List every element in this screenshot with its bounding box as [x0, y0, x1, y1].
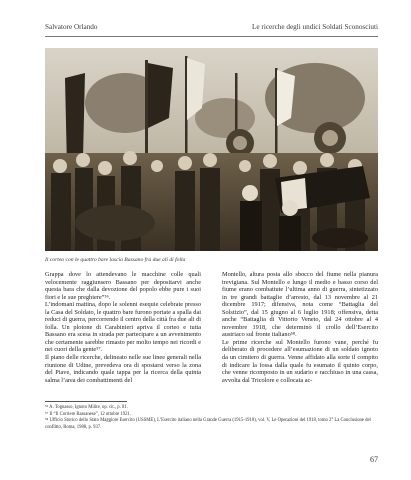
body-column-right — [222, 271, 378, 384]
procession-photo-image — [45, 48, 378, 251]
footnote: ⁵⁶ A. Tognasso, Ignoto Milite, op. cit., p. 81. — [45, 405, 128, 410]
footnote: ⁵⁷ Il “Il Corriere Bassanese”, 12 ottobre 1921. — [45, 411, 131, 417]
body-paragraph: Grappa dove lo attendevano le macchine colle quali velocemente raggiunsero Bassano per depositarvi anche questa bara che dalla devozione del popolo ebbe pure i suoi fiori e le sue preghiere”⁵⁶. — [45, 271, 201, 301]
body-paragraph: Il piano delle ricerche, delineato nelle sue linee generali nella riunione di Udine, prevedeva ora di spostarsi verso la zona del Piave, indicando quale tappa per la ricerca della quinta salma l’area dei combattimenti del — [45, 354, 201, 384]
page-number: 67 — [370, 455, 378, 464]
footnote-divider — [45, 401, 127, 402]
header-author: Salvatore Orlando — [45, 23, 98, 31]
header-chapter-title: Le ricerche degli undici Soldati Sconosciuti — [252, 23, 378, 31]
footnote: ⁵⁸ Ufficio Storico dello Stato Maggiore Esercito (USSME), L’Esercito italiano nella Grande Guerra (1915-1918), vol. V, Le Operazioni del 1918, tomo 2° La Conclusione del conflitto, Roma, 1988, p. 937. — [45, 418, 371, 430]
body-paragraph: Le prime ricerche sul Montello furono vane, perché fu deliberato di procedere all’esumazione di un soldato ignoto da un cimitero di guerra. Venne affidato alla sorte il compito di indicare la fossa dalla quale fu esumato il quinto corpo, che venne ricomposto in un sudario e racchiuso in una cassa, avvolta dal Tricolore e collocata ac- — [222, 338, 378, 384]
photo-caption: Il corteo con le quattro bare lascia Bassano fra due ali di folla — [45, 257, 186, 263]
body-paragraph: L’indomani mattina, dopo le solenni esequie celebrate presso la Casa del Soldato, le quattro bare furono portate a spalla dai reduci di guerra, percorrendo il centro della città fra due ali di folla. Un plotone di Carabinieri apriva il corteo e tutta Bassano era scesa in strada per partecipare a un avvenimento che certamente sarebbe rimasto per molto tempo nei ricordi e nei cuori della gente⁵⁷. — [45, 301, 201, 354]
header-divider — [45, 36, 378, 37]
running-header — [45, 23, 378, 31]
body-column-left — [45, 271, 201, 384]
procession-photo — [45, 48, 378, 251]
body-paragraph: Montello, altura posta allo sbocco del fiume nella pianura trevigiana. Sul Montello e lungo il medio e basso corso del fiume erano combattute l’ultima anno di guerra, sintetizzato in tre grandi battaglie d’arresto, dal 13 novembre al 21 dicembre 1917; difensiva, nota come “Battaglia del Solstizio”, dal 15 giugno al 6 luglio 1918; offensiva, detta anche “Battaglia di Vittorio Veneto, dal 24 ottobre al 4 novembre 1918, che determinò il crollo dell’Esercito austriaco sul fronte italiano⁵⁸. — [222, 271, 378, 339]
footnotes — [45, 405, 378, 431]
